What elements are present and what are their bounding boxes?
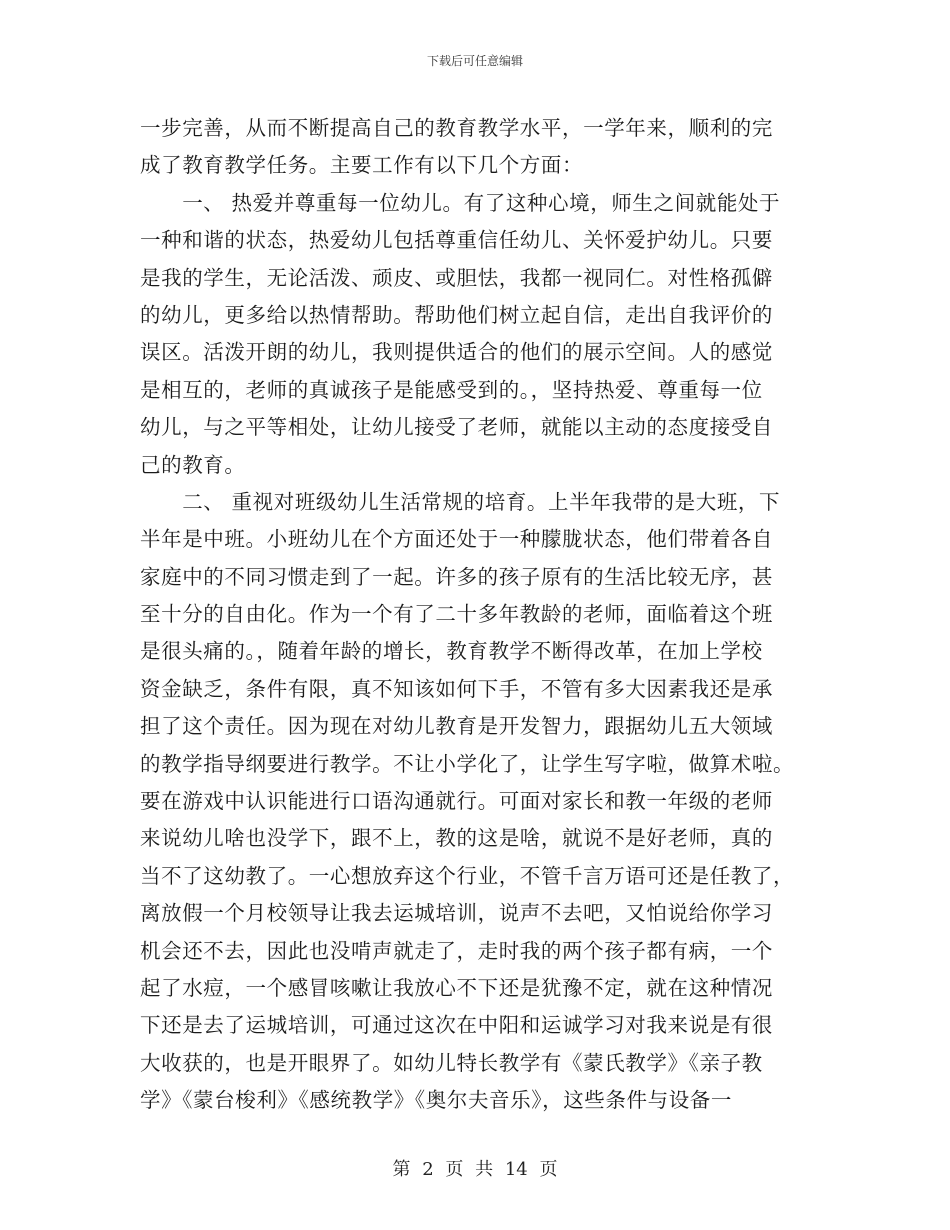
body-line: 要在游戏中认识能进行口语沟通就行。可面对家长和教一年级的老师 [140,789,773,814]
body-line: 起了水痘，一个感冒咳嗽让我放心不下还是犹豫不定，就在这种情况 [140,975,773,1000]
body-line: 当不了这幼教了。一心想放弃这个行业，不管千言万语可还是任教了， [140,863,795,888]
body-line: 一、 热爱并尊重每一位幼儿。有了这种心境，师生之间就能处于 [140,190,781,215]
body-line: 己的教育。 [140,452,246,477]
body-line: 学》《蒙台梭利》《感统教学》《奥尔夫音乐》，这些条件与设备一 [140,1088,732,1113]
body-line: 误区。活泼开朗的幼儿，我则提供适合的他们的展示空间。人的感觉 [140,340,773,365]
body-line: 下还是去了运城培训，可通过这次在中阳和运诚学习对我来说是有很 [140,1013,773,1038]
body-line: 的教学指导纲要进行教学。不让小学化了，让学生写字啦，做算术啦。 [140,751,795,776]
body-line: 幼儿，与之平等相处，让幼儿接受了老师，就能以主动的态度接受自 [140,415,773,440]
body-line: 半年是中班。小班幼儿在个方面还处于一种朦胧状态，他们带着各自 [140,527,773,552]
body-line: 资金缺乏，条件有限，真不知该如何下手，不管有多大因素我还是承 [140,676,773,701]
body-line: 至十分的自由化。作为一个有了二十多年教龄的老师，面临着这个班 [140,602,773,627]
body-line: 是相互的，老师的真诚孩子是能感受到的。，坚持热爱、尊重每一位 [140,377,763,402]
body-line: 家庭中的不同习惯走到了一起。许多的孩子原有的生活比较无序，甚 [140,564,773,589]
body-line: 成了教育教学任务。主要工作有以下几个方面： [140,153,584,178]
body-line: 来说幼儿啥也没学下，跟不上，教的这是啥，就说不是好老师，真的 [140,826,773,851]
document-body [140,110,820,1120]
page-header: 下载后可任意编辑 [426,54,523,68]
body-line: 是很头痛的。，随着年龄的增长，教育教学不断得改革，在加上学校 [140,639,763,664]
body-line: 是我的学生，无论活泼、顽皮、或胆怯，我都一视同仁。对性格孤僻 [140,265,773,290]
body-line: 二、 重视对班级幼儿生活常规的培育。上半年我带的是大班，下 [140,489,781,514]
body-line: 担了这个责任。因为现在对幼儿教育是开发智力，跟据幼儿五大领域 [140,714,773,739]
body-line: 的幼儿，更多给以热情帮助。帮助他们树立起自信，走出自我评价的 [140,302,773,327]
page-number-footer: 第 2 页 共 14 页 [392,1159,558,1180]
body-line: 一步完善，从而不断提高自己的教育教学水平，一学年来，顺利的完 [140,116,773,140]
body-line: 机会还不去，因此也没啃声就走了，走时我的两个孩子都有病，一个 [140,938,773,963]
body-line: 离放假一个月校领导让我去运城培训，说声不去吧，又怕说给你学习 [140,901,773,926]
body-line: 一种和谐的状态，热爱幼儿包括尊重信任幼儿、关怀爱护幼儿。只要 [140,228,773,253]
body-line: 大收获的，也是开眼界了。如幼儿特长教学有《蒙氏教学》《亲子教 [140,1050,763,1075]
